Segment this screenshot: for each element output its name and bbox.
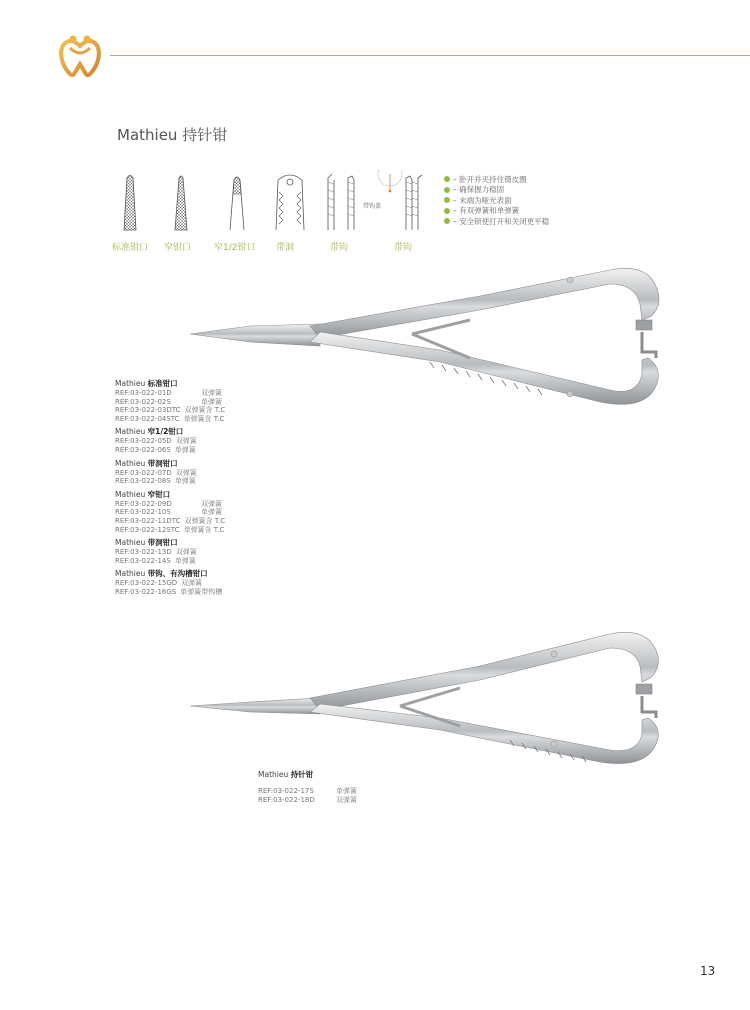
tip-label: 标准钳口 bbox=[112, 243, 149, 253]
tip-hook bbox=[324, 170, 364, 254]
group-title: Mathieu 带洞钳口 bbox=[115, 458, 178, 468]
ref-row: REF:03-022-13D 双弹簧 bbox=[115, 548, 197, 557]
feature-item: – 末端为哑光表面 bbox=[444, 195, 549, 206]
tip-with-hole bbox=[270, 170, 310, 254]
group-title: Mathieu 窄钳口 bbox=[115, 489, 171, 499]
catalog-group bbox=[115, 569, 315, 596]
tip-narrow-half bbox=[214, 170, 264, 254]
group-title: Mathieu 带钩、有沟槽钳口 bbox=[115, 569, 208, 579]
ref-row: REF:03-022-08S 单弹簧 bbox=[115, 477, 196, 486]
ref-row: REF:03-022-10S 单弹簧 bbox=[115, 508, 222, 517]
ref-row: REF:03-022-01D 双弹簧 bbox=[115, 389, 222, 397]
group-title: Mathieu 窄1/2钳口 bbox=[115, 427, 184, 437]
brand-logo bbox=[56, 30, 104, 80]
feature-item: – 卧开并夹持住镊皮圈 bbox=[444, 174, 549, 185]
tip-hook-detail bbox=[374, 170, 434, 254]
tip-label: 带钩 bbox=[394, 243, 413, 253]
ref-row: REF:03-022-07D 双弹簧 bbox=[115, 468, 197, 477]
catalog-group bbox=[115, 427, 315, 454]
header-rule bbox=[110, 55, 750, 56]
catalog-listing bbox=[115, 379, 315, 601]
feature-item: – 安全锁使打开和关闭更平稳 bbox=[444, 216, 549, 227]
second-product-listing bbox=[258, 770, 458, 804]
catalog-group bbox=[115, 490, 315, 534]
ref-row: REF:03-022-02S 单弹簧 bbox=[115, 397, 222, 406]
ref-row: REF:03-022-03DTC 双弹簧含 T.C bbox=[115, 406, 226, 415]
page-number: 13 bbox=[700, 964, 716, 978]
ref-row: REF:03-022-11DTC 双弹簧含 T.C bbox=[115, 516, 226, 525]
bullet-icon bbox=[444, 197, 450, 203]
bullet-icon bbox=[444, 187, 450, 193]
ref-row: REF:03-022-09D 双弹簧 bbox=[115, 499, 222, 508]
feature-item: – 有双弹簧和单弹簧 bbox=[444, 206, 549, 217]
jaw-tip-illustrations bbox=[112, 170, 432, 254]
ref-row: REF:03-022-04STC 单弹簧含 T.C bbox=[115, 414, 225, 423]
catalog-group bbox=[115, 538, 315, 565]
ref-row: REF:03-022-17S 单弹簧 bbox=[258, 787, 357, 795]
ref-row: REF:03-022-05D 双弹簧 bbox=[115, 437, 197, 446]
ref-row: REF:03-022-16GS 单弹簧带钩槽 bbox=[115, 587, 223, 596]
ref-row: REF:03-022-18D 双弹簧 bbox=[258, 795, 357, 804]
feature-item: – 确保握力稳固 bbox=[444, 185, 549, 196]
ref-row: REF:03-022-14S 单弹簧 bbox=[115, 556, 196, 565]
needle-holder-image-2 bbox=[180, 622, 680, 776]
tip-narrow bbox=[164, 170, 204, 254]
tip-label: 窄1/2钳口 bbox=[214, 243, 256, 253]
ref-row: REF:03-022-12STC 单弹簧含 T.C bbox=[115, 525, 225, 534]
catalog-group bbox=[115, 459, 315, 486]
ref-row: REF:03-022-06S 单弹簧 bbox=[115, 445, 196, 454]
bullet-icon bbox=[444, 176, 450, 182]
feature-list bbox=[444, 174, 549, 227]
tip-standard bbox=[112, 170, 152, 254]
tip-label: 带钩 bbox=[330, 243, 349, 253]
catalog-group bbox=[115, 379, 315, 423]
hook-callout-label: 带钩盖 bbox=[363, 203, 382, 210]
group-title: Mathieu 持针钳 bbox=[258, 770, 314, 779]
tip-label: 窄钳口 bbox=[164, 243, 192, 253]
ref-row: REF:03-022-15GD 双弹簧 bbox=[115, 579, 203, 588]
tip-label: 带洞 bbox=[276, 243, 295, 253]
bullet-icon bbox=[444, 208, 450, 214]
bullet-icon bbox=[444, 218, 450, 224]
group-title: Mathieu 标准钳口 bbox=[115, 379, 178, 388]
group-title: Mathieu 带洞钳口 bbox=[115, 538, 178, 548]
page-title: Mathieu 持针钳 bbox=[117, 126, 228, 144]
